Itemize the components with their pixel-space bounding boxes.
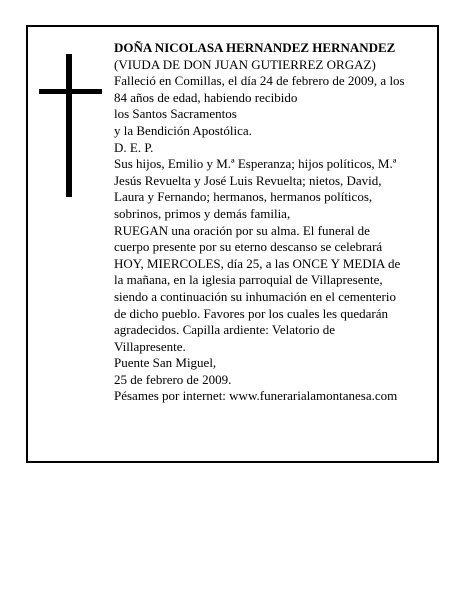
- widow-of-line: (VIUDA DE DON JUAN GUTIERREZ ORGAZ): [114, 56, 376, 72]
- request-line: HOY, MIERCOLES, día 25, a las ONCE Y MEDIA de: [114, 255, 401, 271]
- request-line: siendo a continuación su inhumación en el cementerio: [114, 288, 396, 304]
- family-line: Jesús Revuelta y José Luis Revuelta; nietos, David,: [114, 172, 382, 188]
- death-line-1: Falleció en Comillas, el día 24 de febrero de 2009, a los: [114, 73, 405, 89]
- date-line: 25 de febrero de 2009.: [114, 371, 232, 387]
- death-line-2: 84 años de edad, habiendo recibido: [114, 89, 298, 105]
- request-line: de dicho pueblo. Favores por los cuales les quedarán: [114, 305, 389, 321]
- cross-icon: [39, 54, 102, 197]
- request-line: la mañana, en la iglesia parroquial de Villapresente,: [114, 272, 383, 288]
- family-line: Laura y Fernando; hermanos, hermanos políticos,: [114, 189, 373, 205]
- cross-horizontal-bar: [39, 89, 102, 94]
- cross-vertical-bar: [66, 54, 72, 197]
- family-line: Sus hijos, Emilio y M.ª Esperanza; hijos políticos, M.ª: [114, 156, 397, 172]
- obituary-text: [114, 40, 432, 405]
- condolences-line: Pésames por internet: www.funerarialamontanesa.com: [114, 388, 398, 404]
- request-line: Villapresente.: [114, 338, 186, 354]
- request-line: RUEGAN una oración por su alma. El funeral de: [114, 222, 370, 238]
- request-line: cuerpo presente por su eterno descanso se celebrará: [114, 239, 383, 255]
- sacraments-line-2: y la Bendición Apostólica.: [114, 122, 252, 138]
- family-line: sobrinos, primos y demás familia,: [114, 205, 291, 221]
- sacraments-line-1: los Santos Sacramentos: [114, 106, 237, 122]
- request-line: agradecidos. Capilla ardiente: Velatorio de: [114, 322, 336, 338]
- deceased-name: DOÑA NICOLASA HERNANDEZ HERNANDEZ: [114, 40, 396, 55]
- rip-line: D. E. P.: [114, 139, 154, 155]
- place-line: Puente San Miguel,: [114, 355, 217, 371]
